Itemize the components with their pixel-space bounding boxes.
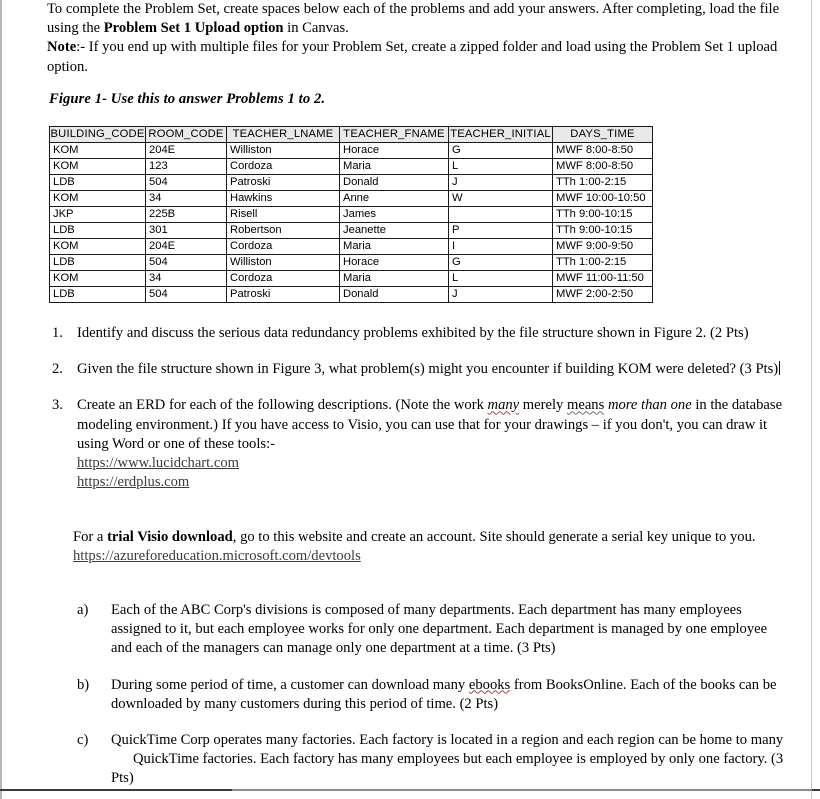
figure-data-table bbox=[49, 126, 653, 303]
page-left-edge bbox=[0, 0, 2, 799]
cell-days-time: MWF 9:00-9:50 bbox=[553, 239, 653, 255]
cell-room-code: 204E bbox=[146, 143, 227, 159]
cell-teacher-lname: Patroski bbox=[227, 175, 340, 191]
cell-teacher-lname: Cordoza bbox=[227, 239, 340, 255]
table-head bbox=[50, 127, 653, 143]
cell-building-code: KOM bbox=[50, 271, 146, 287]
emphasis-more-than-one: more than one bbox=[607, 397, 692, 414]
cell-teacher-lname: Williston bbox=[227, 255, 340, 271]
column-header-teacher-initial: TEACHER_INITIAL bbox=[449, 127, 553, 143]
subquestion-text-c-part1: QuickTime Corp operates many factories. Each factory is located in a region and each region can be home to many bbox=[111, 732, 784, 749]
cell-days-time: MWF 8:00-8:50 bbox=[553, 159, 653, 175]
visio-bold-label: trial Visio download bbox=[107, 529, 233, 545]
note-text: :- If you end up with multiple files for your Problem Set, create a zipped folder and load using the Problem Set 1 upload option. bbox=[47, 39, 778, 75]
question-text-3-part2: merely bbox=[519, 397, 567, 414]
cell-teacher-fname: Maria bbox=[340, 239, 449, 255]
subquestion-marker-b: b) bbox=[77, 676, 90, 693]
tool-links bbox=[77, 454, 789, 492]
subquestion-text-c-part2: QuickTime factories. Each factory has many employees but each employee is employed by only one factory. (3 Pts) bbox=[111, 751, 784, 787]
visio-rest-text: , go to this website and create an account. Site should generate a serial key unique to you. bbox=[232, 529, 756, 545]
question-item-1 bbox=[49, 324, 789, 343]
cell-teacher-lname: Hawkins bbox=[227, 191, 340, 207]
cell-teacher-initial: L bbox=[449, 271, 553, 287]
cell-days-time: TTh 9:00-10:15 bbox=[553, 223, 653, 239]
cell-teacher-fname: Horace bbox=[340, 143, 449, 159]
figure-caption: Figure 1- Use this to answer Problems 1 to 2. bbox=[49, 91, 326, 107]
cell-teacher-fname: Jeanette bbox=[340, 223, 449, 239]
document-content bbox=[47, 0, 787, 787]
table-row bbox=[50, 271, 653, 287]
cell-room-code: 301 bbox=[146, 223, 227, 239]
question-text-3-part1: Create an ERD for each of the following descriptions. (Note the work bbox=[77, 397, 488, 414]
cell-teacher-initial: W bbox=[449, 191, 553, 207]
cell-room-code: 123 bbox=[146, 159, 227, 175]
cell-teacher-initial: I bbox=[449, 239, 553, 255]
numbered-question-list bbox=[49, 324, 789, 509]
subquestion-marker-a: a) bbox=[77, 602, 89, 618]
spellcheck-word-ebooks: ebooks bbox=[468, 676, 511, 693]
column-header-room-code: ROOM_CODE bbox=[146, 127, 227, 143]
table-row bbox=[50, 143, 653, 159]
cell-building-code: KOM bbox=[50, 159, 146, 175]
cell-teacher-fname: James bbox=[340, 207, 449, 223]
question-marker-2: 2. bbox=[52, 361, 63, 378]
intro-line1-a: To complete the Problem Set, create spaces below each of the problems and add your answers. After completing, load the file using the bbox=[47, 1, 780, 37]
cell-room-code: 504 bbox=[146, 287, 227, 303]
table-row bbox=[50, 175, 653, 191]
table-row bbox=[50, 239, 653, 255]
cell-teacher-initial: J bbox=[449, 287, 553, 303]
cell-room-code: 204E bbox=[146, 239, 227, 255]
cell-days-time: MWF 8:00-8:50 bbox=[553, 143, 653, 159]
cell-days-time: MWF 2:00-2:50 bbox=[553, 287, 653, 303]
cell-days-time: TTh 9:00-10:15 bbox=[553, 207, 653, 223]
table-body bbox=[50, 143, 653, 303]
cell-building-code: KOM bbox=[50, 239, 146, 255]
table-row bbox=[50, 207, 653, 223]
cell-teacher-lname: Cordoza bbox=[227, 159, 340, 175]
cell-teacher-fname: Maria bbox=[340, 159, 449, 175]
cell-teacher-lname: Robertson bbox=[227, 223, 340, 239]
table-row bbox=[50, 255, 653, 271]
column-header-teacher-lname: TEACHER_LNAME bbox=[227, 127, 340, 143]
column-header-building-code: BUILDING_CODE bbox=[50, 127, 146, 143]
cell-building-code: JKP bbox=[50, 207, 146, 223]
cell-teacher-lname: Cordoza bbox=[227, 271, 340, 287]
cell-days-time: TTh 1:00-2:15 bbox=[553, 255, 653, 271]
page-right-edge bbox=[811, 0, 812, 799]
subquestion-text-a: Each of the ABC Corp's divisions is composed of many departments. Each department has many employees assigned to it, but each employee works for only one department. Each department is managed by one employee and each of the managers can manage only one department at a time. (3 Pts) bbox=[111, 602, 768, 657]
link-erdplus[interactable]: https://erdplus.com bbox=[77, 474, 190, 491]
table-row bbox=[50, 159, 653, 175]
question-text-1: Identify and discuss the serious data redundancy problems exhibited by the file structure shown in Figure 2. (2 Pts) bbox=[77, 325, 749, 341]
cell-room-code: 504 bbox=[146, 255, 227, 271]
column-header-teacher-fname: TEACHER_FNAME bbox=[340, 127, 449, 143]
text-cursor-caret bbox=[779, 361, 780, 375]
table-row bbox=[50, 287, 653, 303]
cell-teacher-fname: Donald bbox=[340, 287, 449, 303]
emphasis-means: means bbox=[566, 397, 605, 414]
link-azure-for-education[interactable]: https://azureforeducation.microsoft.com/devtools bbox=[73, 548, 361, 565]
cell-teacher-fname: Horace bbox=[340, 255, 449, 271]
cell-teacher-initial: J bbox=[449, 175, 553, 191]
cell-teacher-initial: L bbox=[449, 159, 553, 175]
emphasis-many: many bbox=[487, 397, 520, 414]
cell-teacher-initial: G bbox=[449, 143, 553, 159]
cell-building-code: LDB bbox=[50, 175, 146, 191]
cell-building-code: KOM bbox=[50, 143, 146, 159]
subquestion-text-b-part1: During some period of time, a customer can download many bbox=[111, 676, 469, 693]
cell-room-code: 34 bbox=[146, 271, 227, 287]
cell-room-code: 225B bbox=[146, 207, 227, 223]
question-item-2 bbox=[49, 360, 789, 379]
link-lucidchart[interactable]: https://www.lucidchart.com bbox=[77, 455, 239, 472]
cell-teacher-lname: Patroski bbox=[227, 287, 340, 303]
cell-building-code: LDB bbox=[50, 223, 146, 239]
subquestion-item-b bbox=[75, 676, 787, 714]
table-row bbox=[50, 223, 653, 239]
intro-bold-upload-option: Problem Set 1 Upload option bbox=[103, 20, 284, 37]
cell-teacher-fname: Anne bbox=[340, 191, 449, 207]
cell-teacher-fname: Donald bbox=[340, 175, 449, 191]
subquestion-marker-c: c) bbox=[77, 732, 89, 749]
cell-days-time: MWF 10:00-10:50 bbox=[553, 191, 653, 207]
question-marker-3: 3. bbox=[52, 397, 63, 414]
visio-trial-paragraph bbox=[73, 528, 783, 566]
subquestion-item-a bbox=[75, 601, 787, 659]
cell-teacher-initial bbox=[449, 207, 553, 223]
table-header-row bbox=[50, 127, 653, 143]
question-text-3-part4: in the database modeling environment.) If you have access to Visio, you can use that for your drawings – if you don't, you can draw it using Word or one of these tools:- bbox=[77, 397, 783, 452]
cell-building-code: LDB bbox=[50, 287, 146, 303]
lettered-subquestion-list bbox=[75, 601, 787, 799]
cell-teacher-lname: Risell bbox=[227, 207, 340, 223]
intro-line1-b: in Canvas. bbox=[283, 20, 349, 37]
table-row bbox=[50, 191, 653, 207]
cell-building-code: LDB bbox=[50, 255, 146, 271]
column-header-days-time: DAYS_TIME bbox=[553, 127, 653, 143]
cell-days-time: MWF 11:00-11:50 bbox=[553, 271, 653, 287]
subquestion-item-c bbox=[75, 731, 787, 789]
subquestion-text-b-part2: from BooksOnline. Each of the books can be downloaded by many customers during this period of time. (2 Pts) bbox=[111, 676, 777, 712]
visio-lead-text: For a bbox=[73, 529, 108, 545]
cell-teacher-lname: Williston bbox=[227, 143, 340, 159]
cell-room-code: 504 bbox=[146, 175, 227, 191]
question-text-2: Given the file structure shown in Figure 3, what problem(s) might you encounter if building KOM were deleted? (3 Pts) bbox=[77, 361, 779, 378]
question-item-3 bbox=[49, 396, 789, 492]
intro-paragraph bbox=[47, 0, 787, 77]
cell-teacher-fname: Maria bbox=[340, 271, 449, 287]
cell-room-code: 34 bbox=[146, 191, 227, 207]
cell-days-time: TTh 1:00-2:15 bbox=[553, 175, 653, 191]
question-marker-1: 1. bbox=[52, 325, 63, 341]
cell-teacher-initial: P bbox=[449, 223, 553, 239]
cell-teacher-initial: G bbox=[449, 255, 553, 271]
note-label: Note bbox=[47, 39, 77, 56]
cell-building-code: KOM bbox=[50, 191, 146, 207]
